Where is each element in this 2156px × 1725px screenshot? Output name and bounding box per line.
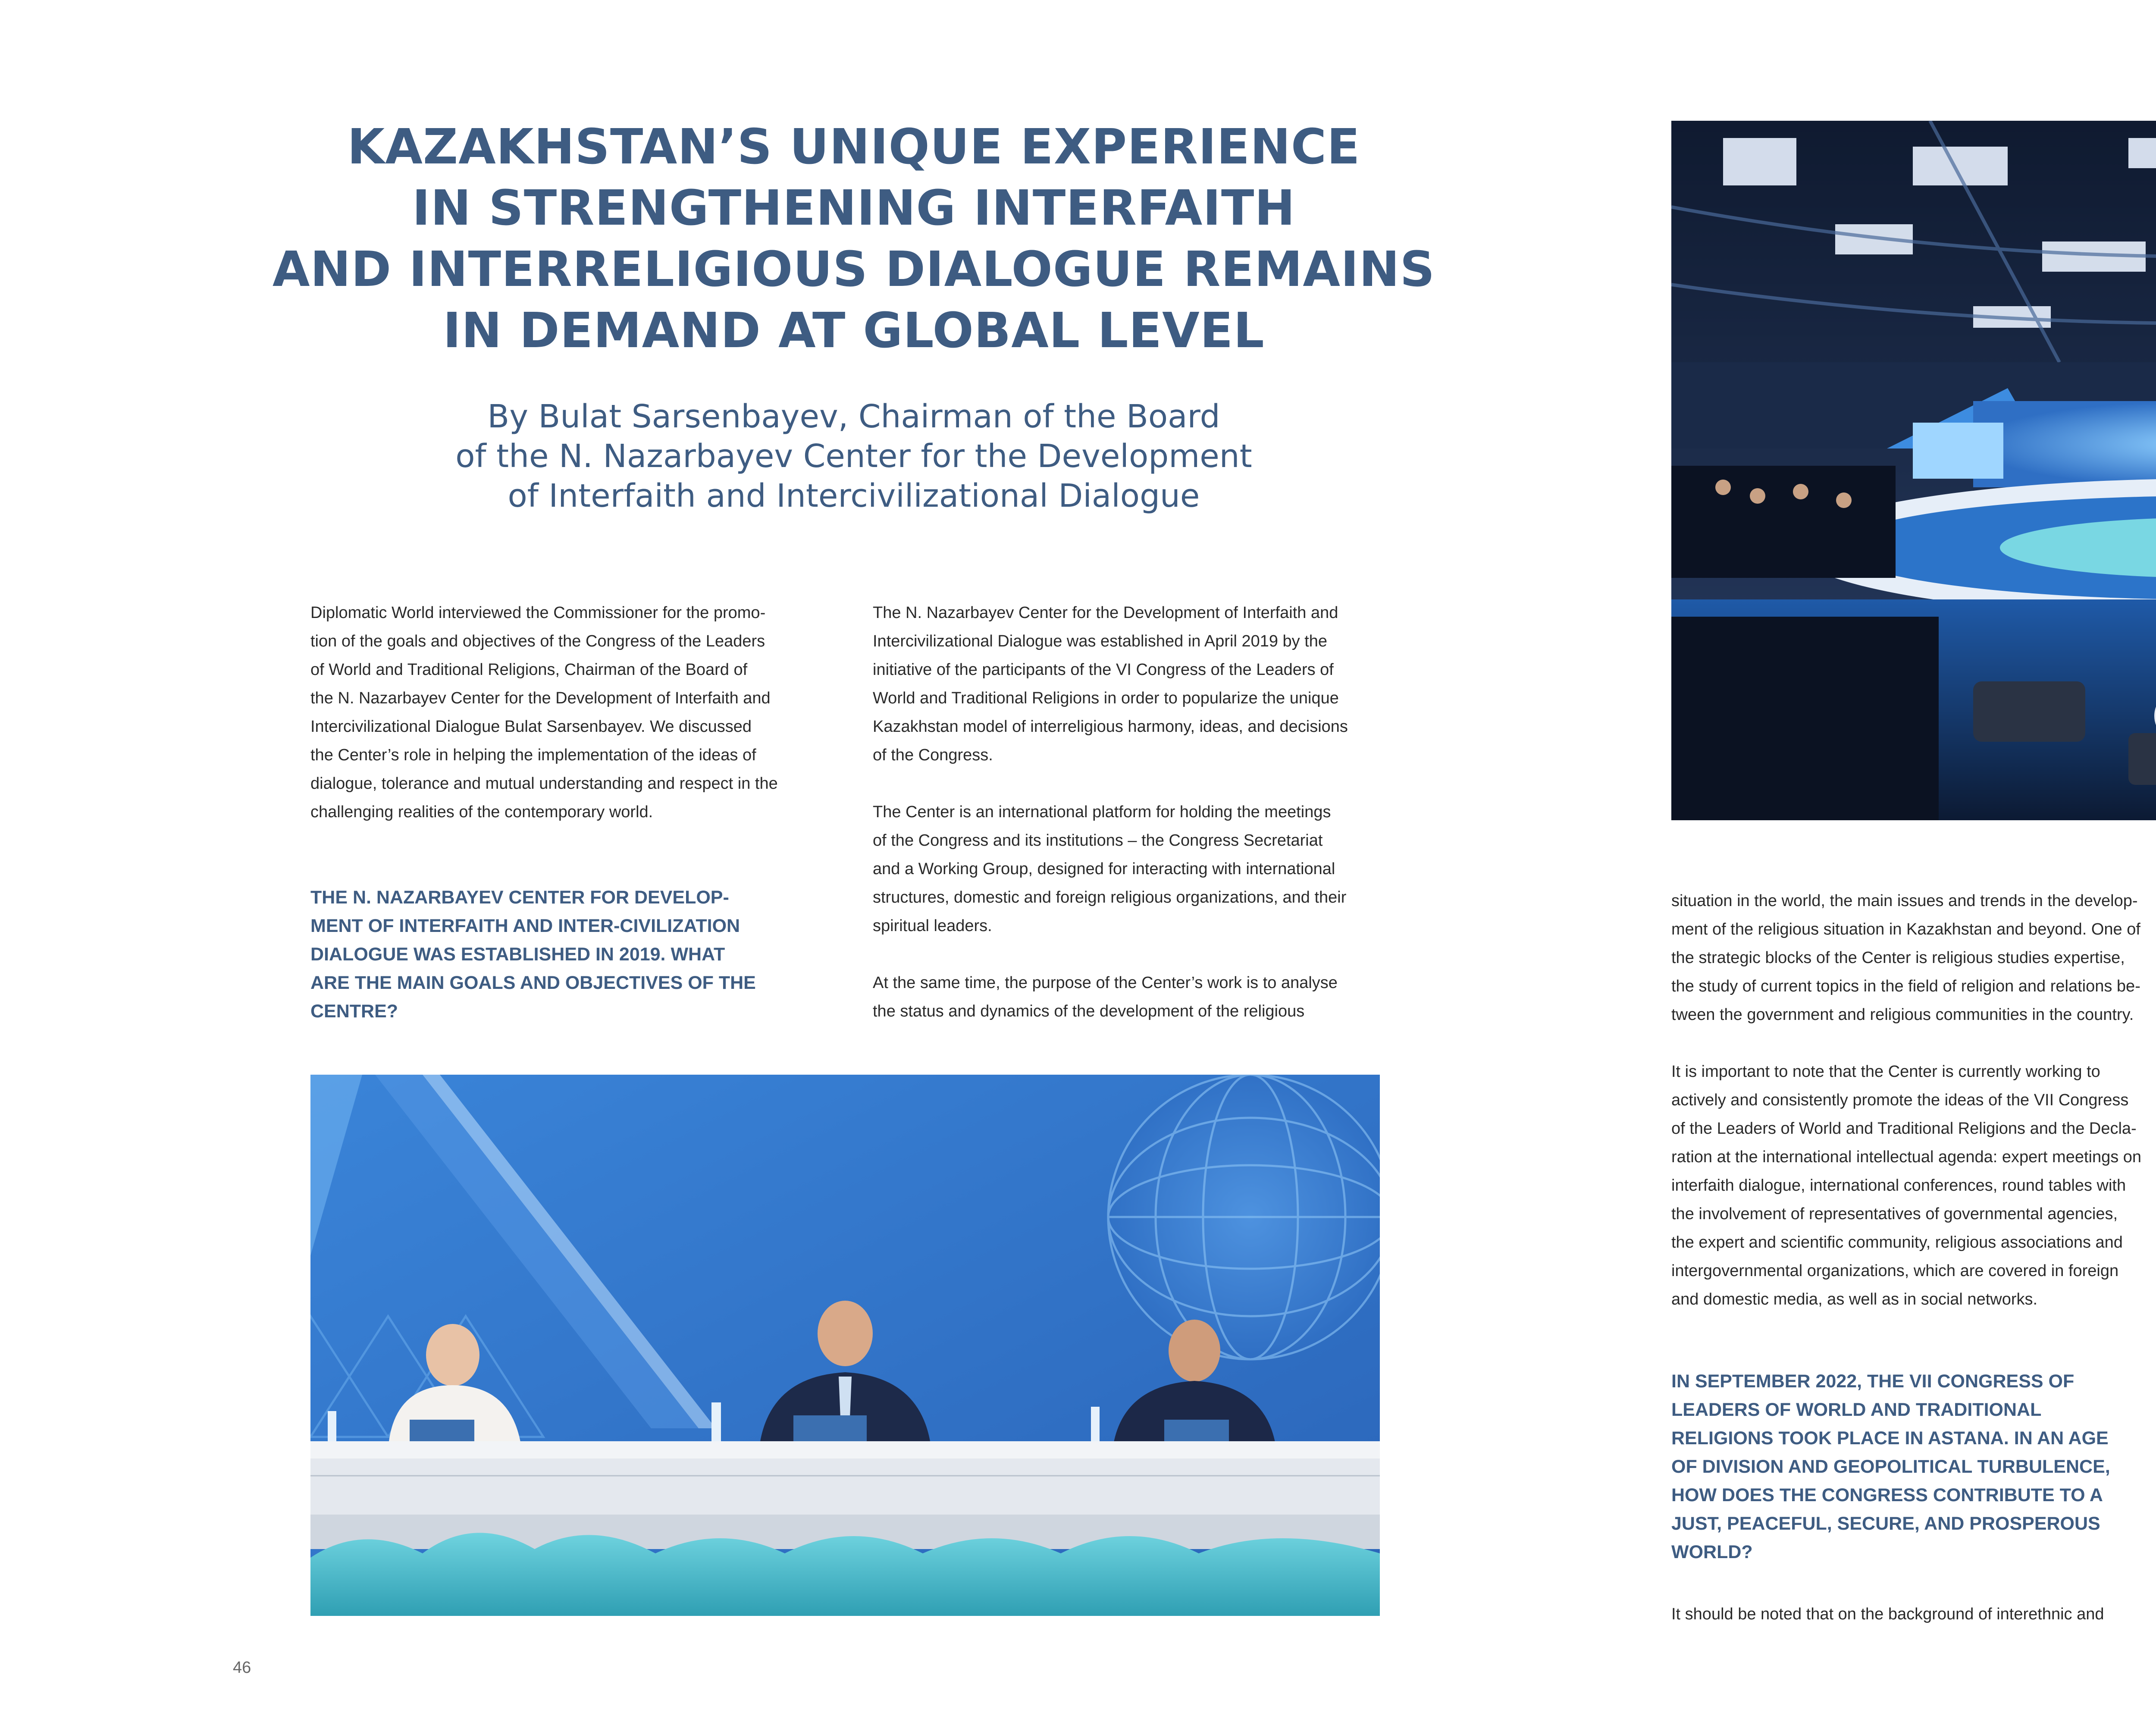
text-line: ment of the religious situation in Kazakhstan and beyond. One of [1671,920,2140,938]
column-1 [310,599,854,826]
question-line: IN SEPTEMBER 2022, THE VII CONGRESS OF [1671,1371,2075,1392]
text-line: At the same time, the purpose of the Center’s work is to analyse [873,974,1338,992]
text-line: the study of current topics in the field of religion and relations be- [1671,977,2140,995]
hall-photo-illustration [1671,121,2156,820]
text-line: spiritual leaders. [873,917,992,935]
article-headline [241,116,1466,361]
text-line: challenging realities of the contemporary world. [310,803,653,821]
text-line: the involvement of representatives of governmental agencies, [1671,1205,2118,1223]
text-line: World and Traditional Religions in order to popularize the unique [873,689,1339,707]
text-line: the expert and scientific community, religious associations and [1671,1233,2123,1251]
headline-line: IN DEMAND AT GLOBAL LEVEL [443,303,1265,359]
text-line: structures, domestic and foreign religious organizations, and their [873,888,1347,906]
text-line: of the Congress. [873,746,993,764]
interview-question-2 [1671,1367,2156,1566]
question-line: LEADERS OF WORLD AND TRADITIONAL [1671,1399,2042,1420]
text-line: The Center is an international platform for holding the meetings [873,803,1331,821]
byline-line: By Bulat Sarsenbayev, Chairman of the Board [487,398,1220,435]
question-line: RELIGIONS TOOK PLACE IN ASTANA. IN AN AGE [1671,1428,2109,1449]
question-line: THE N. NAZARBAYEV CENTER FOR DEVELOP- [310,887,729,908]
question-line: JUST, PEACEFUL, SECURE, AND PROSPEROUS [1671,1513,2100,1534]
column-3-continued [1671,1600,2156,1628]
column-2 [873,599,1416,1026]
text-line: of the Congress and its institutions – the Congress Secretariat [873,831,1323,850]
byline-line: of the N. Nazarbayev Center for the Development [455,438,1252,475]
text-line: of the Leaders of World and Traditional Religions and the Decla- [1671,1120,2137,1138]
interview-question-1 [310,883,854,1026]
text-line: tion of the goals and objectives of the Congress of the Leaders [310,632,765,650]
text-line: The N. Nazarbayev Center for the Development of Interfaith and [873,604,1338,622]
headline-line: AND INTERRELIGIOUS DIALOGUE REMAINS [272,242,1435,298]
text-line: tween the government and religious communities in the country. [1671,1006,2134,1024]
question-line: WORLD? [1671,1542,1753,1562]
question-line: OF DIVISION AND GEOPOLITICAL TURBULENCE, [1671,1456,2110,1477]
byline-line: of Interfaith and Intercivilizational Dialogue [508,477,1200,514]
text-line: and a Working Group, designed for interacting with international [873,860,1335,878]
text-line: actively and consistently promote the ideas of the VII Congress [1671,1091,2129,1109]
text-line: the Center’s role in helping the implementation of the ideas of [310,746,756,764]
question-line: ARE THE MAIN GOALS AND OBJECTIVES OF THE [310,972,756,993]
text-line: Diplomatic World interviewed the Commissioner for the promo- [310,604,766,622]
headline-line: IN STRENGTHENING INTERFAITH [412,180,1296,236]
text-line: Intercivilizational Dialogue was established in April 2019 by the [873,632,1328,650]
text-line: Kazakhstan model of interreligious harmony, ideas, and decisions [873,718,1348,736]
paragraph [873,798,1416,940]
text-line: situation in the world, the main issues and trends in the develop- [1671,892,2138,910]
text-line: initiative of the participants of the VI Congress of the Leaders of [873,661,1334,679]
paragraph [1671,1057,2156,1314]
paragraph [1671,887,2156,1029]
congress-hall-photo [1671,121,2156,820]
text-line: the strategic blocks of the Center is religious studies expertise, [1671,949,2125,967]
headline-line: KAZAKHSTAN’S UNIQUE EXPERIENCE [347,119,1360,175]
paragraph [873,599,1416,769]
text-line: the N. Nazarbayev Center for the Development of Interfaith and [310,689,771,707]
text-line: interfaith dialogue, international conferences, round tables with [1671,1176,2126,1195]
question-line: DIALOGUE WAS ESTABLISHED IN 2019. WHAT [310,944,725,965]
text-line: of World and Traditional Religions, Chairman of the Board of [310,661,748,679]
paragraph [1671,1600,2156,1628]
text-line: and domestic media, as well as in social networks. [1671,1290,2038,1308]
intro-paragraph [310,599,854,826]
text-line: It is important to note that the Center is currently working to [1671,1063,2100,1081]
paragraph [873,969,1416,1026]
text-line: the status and dynamics of the development of the religious [873,1002,1305,1020]
podium-photo-illustration [310,1075,1380,1616]
page-number-left: 46 [233,1659,251,1677]
question-line: CENTRE? [310,1001,398,1022]
text-line: It should be noted that on the background of interethnic and [1671,1605,2104,1623]
article-byline [310,397,1397,516]
text-line: dialogue, tolerance and mutual understanding and respect in the [310,775,778,793]
column-3 [1671,887,2156,1314]
question-line: HOW DOES THE CONGRESS CONTRIBUTE TO A [1671,1485,2103,1505]
text-line: Intercivilizational Dialogue Bulat Sarsenbayev. We discussed [310,718,752,736]
question-line: MENT OF INTERFAITH AND INTER-CIVILIZATION [310,916,740,936]
text-line: ration at the international intellectual agenda: expert meetings on [1671,1148,2142,1166]
congress-podium-photo [310,1075,1380,1616]
text-line: intergovernmental organizations, which are covered in foreign [1671,1262,2119,1280]
